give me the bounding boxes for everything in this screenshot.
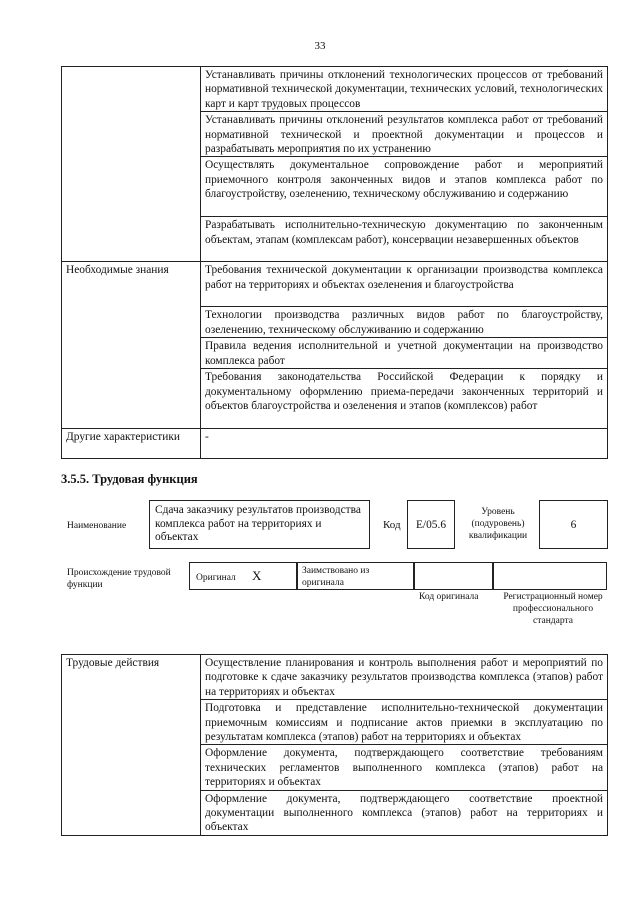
table-row (62, 112, 608, 157)
skills-knowledge-table (61, 66, 608, 459)
borrowed-cell: Заимствовано из оригинала (297, 562, 414, 590)
row-label: Необходимые знания (62, 262, 201, 307)
row-label: Другие характеристики (62, 429, 201, 459)
row-text: Требования технической документации к организации производства комплекса работ на территориях и объектах озеленения и благоустройства (201, 262, 608, 307)
row-label (62, 112, 201, 157)
row-label (62, 338, 201, 369)
section-heading: 3.5.5. Трудовая функция (61, 472, 198, 486)
row-label (62, 307, 201, 338)
table-row (62, 338, 608, 369)
table-row (62, 655, 608, 700)
row-text: Разрабатывать исполнительно-техническую документацию по законченным объектам, этапам (комплексам работ), консервации незавершенных объектов (201, 217, 608, 262)
row-label: Трудовые действия (62, 655, 201, 700)
row-text: Осуществление планирования и контроль выполнения работ и мероприятий по подготовке к сдаче заказчику результатов производства комплекса (этапов) работ на территориях и объектах (201, 655, 608, 700)
reg-number-cell (493, 562, 607, 590)
reg-number-label: Регистрационный номер профессионального стандарта (503, 592, 603, 626)
table-row (62, 429, 608, 459)
table-row (62, 700, 608, 745)
table-row (62, 67, 608, 112)
row-text: Устанавливать причины отклонений результатов комплекса работ от требований нормативной технической и проектной документации и процессов и разрабатывать мероприятия по их устранению (201, 112, 608, 157)
row-text: Осуществлять документальное сопровождение работ и мероприятий приемочного контроля законченных видов и этапов комплекса работ по благоустройству, озеленению, техническому обслуживанию и содержанию (201, 157, 608, 217)
row-text: Устанавливать причины отклонений технологических процессов от требований нормативной технической документации, технических условий, технологических карт и карт трудовых процессов (201, 67, 608, 112)
table-row (62, 745, 608, 790)
row-label (62, 217, 201, 262)
code-label: Код (383, 519, 401, 531)
labor-actions-table (61, 654, 608, 836)
row-text: Оформление документа, подтверждающего соответствие проектной документации выполненного комплекса (этапов) работ на территориях и объектах (201, 790, 608, 835)
code-box: E/05.6 (407, 500, 455, 549)
table-row (62, 790, 608, 835)
code-original-label: Код оригинала (419, 592, 479, 602)
row-text: Подготовка и представление исполнительно-технической документации приемочным комиссиям и подписание актов приемки в эксплуатацию по результатам комплекса (этапов) работ на территориях и объектах (201, 700, 608, 745)
row-label (62, 790, 201, 835)
page-number: 33 (314, 40, 326, 52)
original-label: Оригинал (196, 573, 236, 583)
row-text: Правила ведения исполнительной и учетной документации на производство комплекса работ (201, 338, 608, 369)
function-name-box: Сдача заказчику результатов производства комплекса работ на территориях и объектах (149, 500, 370, 549)
row-label (62, 157, 201, 217)
row-text: - (201, 429, 608, 459)
table-row (62, 262, 608, 307)
row-text: Требования законодательства Российской Федерации к порядку и документальному оформлению приема-передачи законченных территорий и объектов благоустройства и озеленения и этапов (комплексов) работ (201, 369, 608, 429)
table-row (62, 157, 608, 217)
row-label (62, 369, 201, 429)
row-label (62, 67, 201, 112)
row-label (62, 745, 201, 790)
table-row (62, 307, 608, 338)
row-text: Оформление документа, подтверждающего соответствие требованиям технических регламентов выполненного комплекса (этапов) работ на территориях и объектах (201, 745, 608, 790)
code-original-cell (414, 562, 493, 590)
table-row (62, 217, 608, 262)
original-mark: X (252, 568, 262, 583)
table-row (62, 369, 608, 429)
row-text: Технологии производства различных видов работ по благоустройству, озеленению, техническому обслуживанию и содержанию (201, 307, 608, 338)
row-label (62, 700, 201, 745)
level-label: Уровень (подуровень) квалификации (468, 507, 528, 541)
level-box: 6 (539, 500, 608, 549)
origin-label: Происхождение трудовой функции (67, 568, 171, 590)
original-cell (189, 562, 297, 590)
name-label: Наименование (67, 521, 127, 531)
